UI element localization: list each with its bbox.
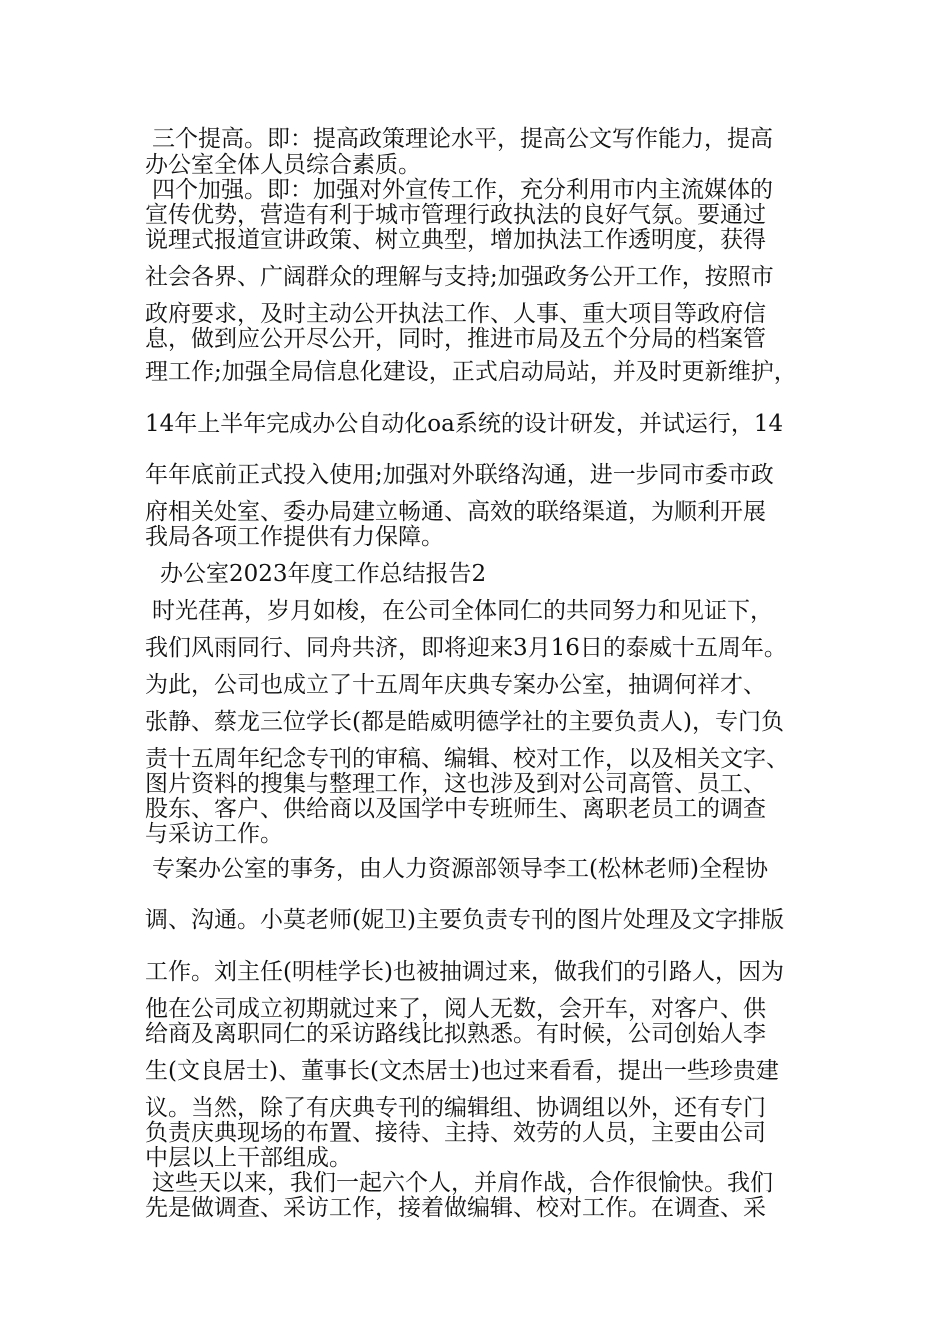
text-line: 议。当然，除了有庆典专刊的编辑组、协调组以外，还有专门	[145, 1095, 766, 1121]
text-line: 政府要求，及时主动公开执法工作、人事、重大项目等政府信	[145, 301, 766, 327]
text-line: 股东、客户、供给商以及国学中专班师生、离职老员工的调查	[145, 796, 766, 822]
text-line: 14年上半年完成办公自动化oa系统的设计研发，并试运行，14	[145, 411, 784, 437]
text-line: 办公室全体人员综合素质。	[145, 152, 421, 178]
text-line: 为此，公司也成立了十五周年庆典专案办公室，抽调何祥才、	[145, 672, 766, 698]
section-heading: 办公室2023年度工作总结报告2	[160, 561, 487, 587]
text-line: 府相关处室、委办局建立畅通、高效的联络渠道，为顺利开展	[145, 499, 766, 525]
text-line: 四个加强。即：加强对外宣传工作，充分利用市内主流媒体的	[152, 177, 773, 203]
text-line: 负责庆典现场的布置、接待、主持、效劳的人员，主要由公司	[145, 1120, 766, 1146]
text-line: 年年底前正式投入使用;加强对外联络沟通，进一步同市委市政	[145, 462, 774, 488]
text-line: 图片资料的搜集与整理工作，这也涉及到对公司高管、员工、	[145, 771, 766, 797]
text-line: 三个提高。即：提高政策理论水平，提高公文写作能力，提高	[152, 126, 773, 152]
text-line: 专案办公室的事务，由人力资源部领导李工(松林老师)全程协	[152, 856, 768, 882]
text-line: 张静、蔡龙三位学长(都是皓威明德学社的主要负责人)，专门负	[145, 709, 784, 735]
text-line: 理工作;加强全局信息化建设，正式启动局站，并及时更新维护，	[145, 359, 797, 385]
text-line: 社会各界、广阔群众的理解与支持;加强政务公开工作，按照市	[145, 264, 774, 290]
text-line: 责十五周年纪念专刊的审稿、编辑、校对工作，以及相关文字、	[145, 746, 789, 772]
text-line: 宣传优势，营造有利于城市管理行政执法的良好气氛。要通过	[145, 202, 766, 228]
text-line: 生(文良居士)、董事长(文杰居士)也过来看看，提出一些珍贵建	[145, 1058, 779, 1084]
text-line: 他在公司成立初期就过来了，阅人无数，会开车，对客户、供	[145, 996, 766, 1022]
text-line: 工作。刘主任(明桂学长)也被抽调过来，做我们的引路人，因为	[145, 959, 784, 985]
text-line: 先是做调查、采访工作，接着做编辑、校对工作。在调查、采	[145, 1195, 766, 1221]
text-line: 调、沟通。小莫老师(妮卫)主要负责专刊的图片处理及文字排版	[145, 907, 784, 933]
text-line: 给商及离职同仁的采访路线比拟熟悉。有时候，公司创始人李	[145, 1021, 766, 1047]
text-line: 我们风雨同行、同舟共济，即将迎来3月16日的泰威十五周年。	[145, 635, 787, 661]
text-line: 我局各项工作提供有力保障。	[145, 524, 444, 550]
text-line: 息，做到应公开尽公开，同时，推进市局及五个分局的档案管	[145, 326, 766, 352]
text-line: 中层以上干部组成。	[145, 1145, 352, 1171]
text-line: 说理式报道宣讲政策、树立典型，增加执法工作透明度，获得	[145, 227, 766, 253]
text-line: 这些天以来，我们一起六个人，并肩作战，合作很愉快。我们	[152, 1170, 773, 1196]
text-line: 时光荏苒，岁月如梭，在公司全体同仁的共同努力和见证下，	[152, 598, 773, 624]
text-line: 与采访工作。	[145, 821, 283, 847]
